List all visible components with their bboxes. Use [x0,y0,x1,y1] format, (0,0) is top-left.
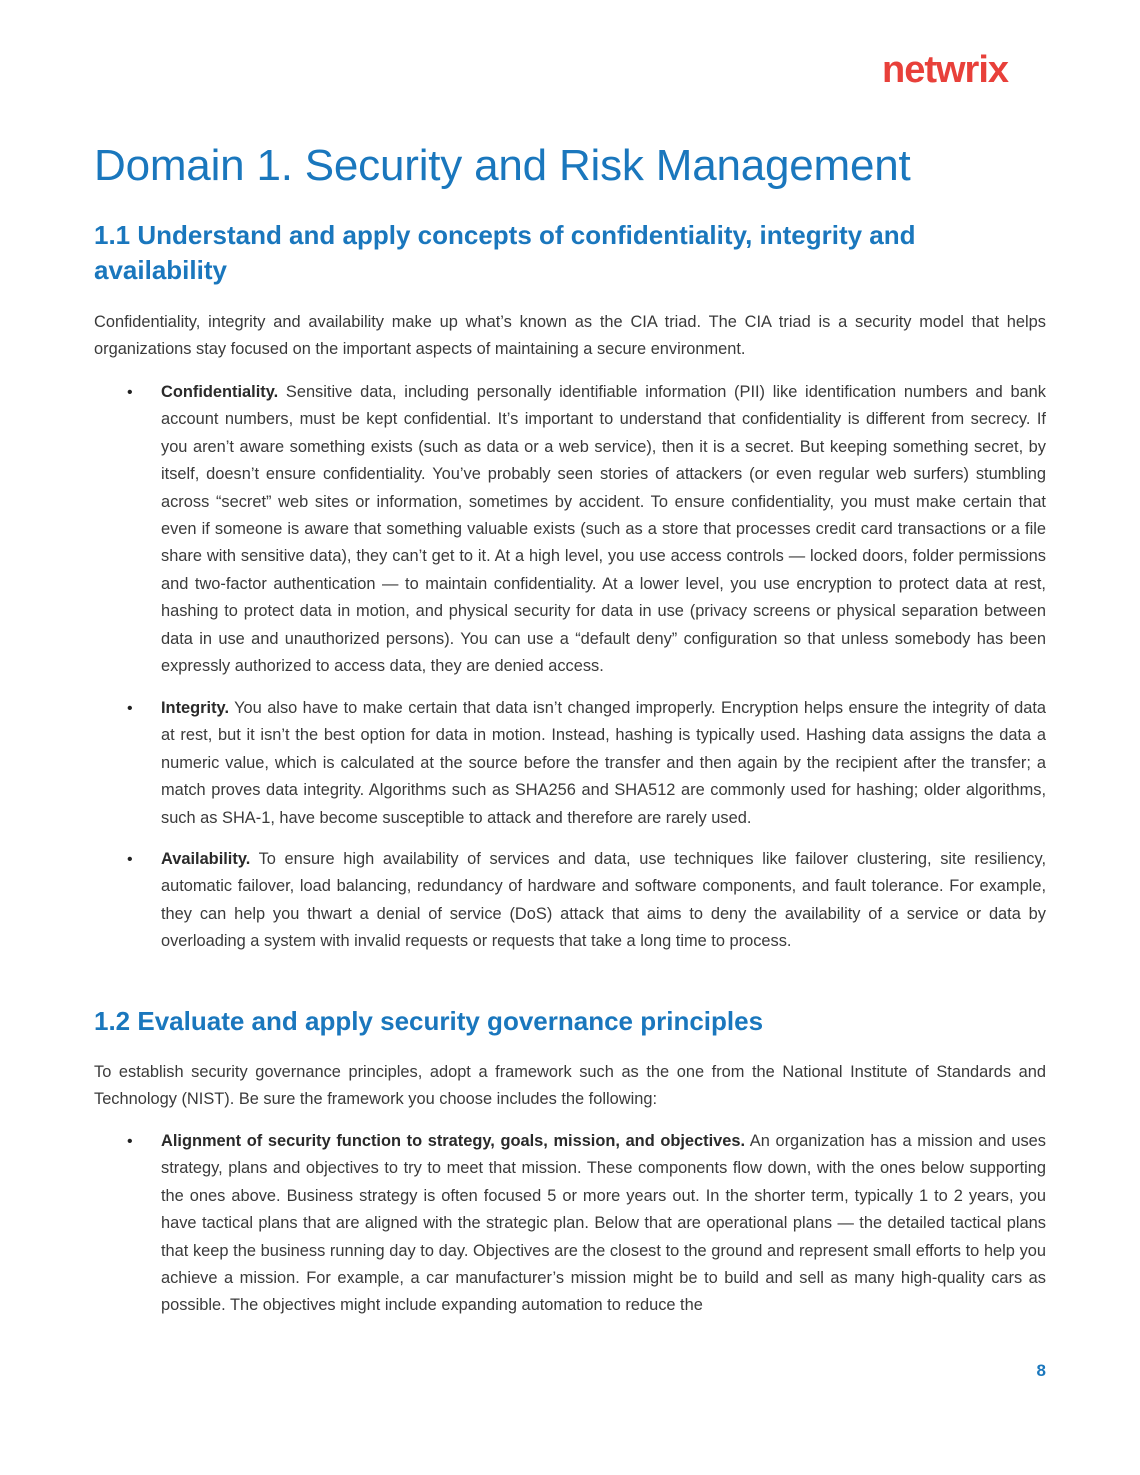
page-number: 8 [1036,1361,1046,1380]
section-1-heading: 1.1 Understand and apply concepts of confidentiality, integrity and availability [94,220,916,285]
netwrix-logo-mark [882,48,1048,90]
bullet-availability [94,846,1046,956]
section-2-bullet-list [94,1128,1046,1320]
section-1-bullet-list-3 [94,846,1046,956]
bullet-text: To ensure high availability of services and data, use techniques like failover clustering, site resiliency, automatic failover, load balancing, redundancy of hardware and software components, and fault tolerance. For example, they can help you thwart a denial of service (DoS) attack that aims to deny the availability of a service or data by overloading a system with invalid requests or requests that take a long time to process. [161,850,1046,951]
section-2-intro-block [94,1059,1046,1114]
section-1-intro-block [94,309,1046,364]
bullet-term: Alignment of security function to strategy, goals, mission, and objectives. [161,1132,746,1150]
bullet-term: Integrity. [161,699,229,717]
bullet-integrity [94,695,1046,832]
bullet-dot-icon: • [127,384,133,401]
bullet-term: Confidentiality. [161,383,279,401]
section-2-heading: 1.2 Evaluate and apply security governance principles [94,1006,764,1036]
bullet-dot-icon: • [127,1133,133,1150]
section-2-bullets-block [94,1128,1046,1320]
section-1-bullets-block [94,379,1046,695]
bullet-dot-icon: • [127,851,133,868]
section-1-bullet-list [94,379,1046,680]
section-1-bullet-list-2 [94,695,1046,832]
netwrix-logo [882,48,1048,90]
bullet-text: You also have to make certain that data isn’t changed improperly. Encryption helps ensure the integrity of data at rest, but it isn’t the best option for data in motion. Instead, hashing is typically used. Hashing data assigns the data a numeric value, which is calculated at the source before the transfer and then again by the recipient after the transfer; a match proves data integrity. Algorithms such as SHA256 and SHA512 are commonly used for hashing; older algorithms, such as SHA-1, have become susceptible to attack and therefore are rarely used. [161,699,1046,827]
bullet-text: An organization has a mission and uses strategy, plans and objectives to try to meet that mission. These components flow down, with the ones below supporting the ones above. Business strategy is often focused 5 or more years out. In the shorter term, typically 1 to 2 years, you have tactical plans that are aligned with the strategic plan. Below that are operational plans — the detailed tactical plans that keep the business running day to day. Objectives are the closest to the ground and represent small efforts to help you achieve a mission. For example, a car manufacturer’s mission might be to build and sell as many high-quality cars as possible. The objectives might include expanding automation to reduce the [161,1132,1046,1315]
page-title: Domain 1. Security and Risk Management [94,141,911,190]
bullet-alignment [94,1128,1046,1320]
section-1-bullets-block-2 [94,695,1046,832]
section-2-intro: To establish security governance principles, adopt a framework such as the one from the National Institute of Standards and Technology (NIST). Be sure the framework you choose includes the following: [94,1063,1046,1109]
bullet-dot-icon: • [127,700,133,717]
bullet-confidentiality [94,379,1046,680]
logo-wordmark: netwrix [882,49,1009,90]
bullet-term: Availability. [161,850,251,868]
section-1-intro: Confidentiality, integrity and availability make up what’s known as the CIA triad. The CIA triad is a security model that helps organizations stay focused on the important aspects of maintaining a secure environment. [94,313,1046,359]
section-2 [94,1004,1046,1039]
section-1-bullets-block-3 [94,846,1046,956]
bullet-text: Sensitive data, including personally identifiable information (PII) like identification numbers and bank account numbers, must be kept confidential. It’s important to understand that confidentiality is different from secrecy. If you aren’t aware something exists (such as data or a web service), then it is a secret. But keeping something secret, by itself, doesn’t ensure confidentiality. You’ve probably seen stories of attackers (or even regular web surfers) stumbling across “secret” web sites or information, sometimes by accident. To ensure confidentiality, you must make certain that even if someone is aware that something valuable exists (such as a store that processes credit card transactions or a file share with sensitive data), they can’t get to it. At a high level, you use access controls — locked doors, folder permissions and two-factor authentication — to maintain confidentiality. At a lower level, you use encryption to protect data at rest, hashing to protect data in motion, and physical security for data in use (privacy screens or physical separation between data in use and unauthorized persons). You can use a “default deny” configuration so that unless somebody has been expressly authorized to access data, they are denied access. [161,383,1046,676]
section-1 [94,218,1046,288]
